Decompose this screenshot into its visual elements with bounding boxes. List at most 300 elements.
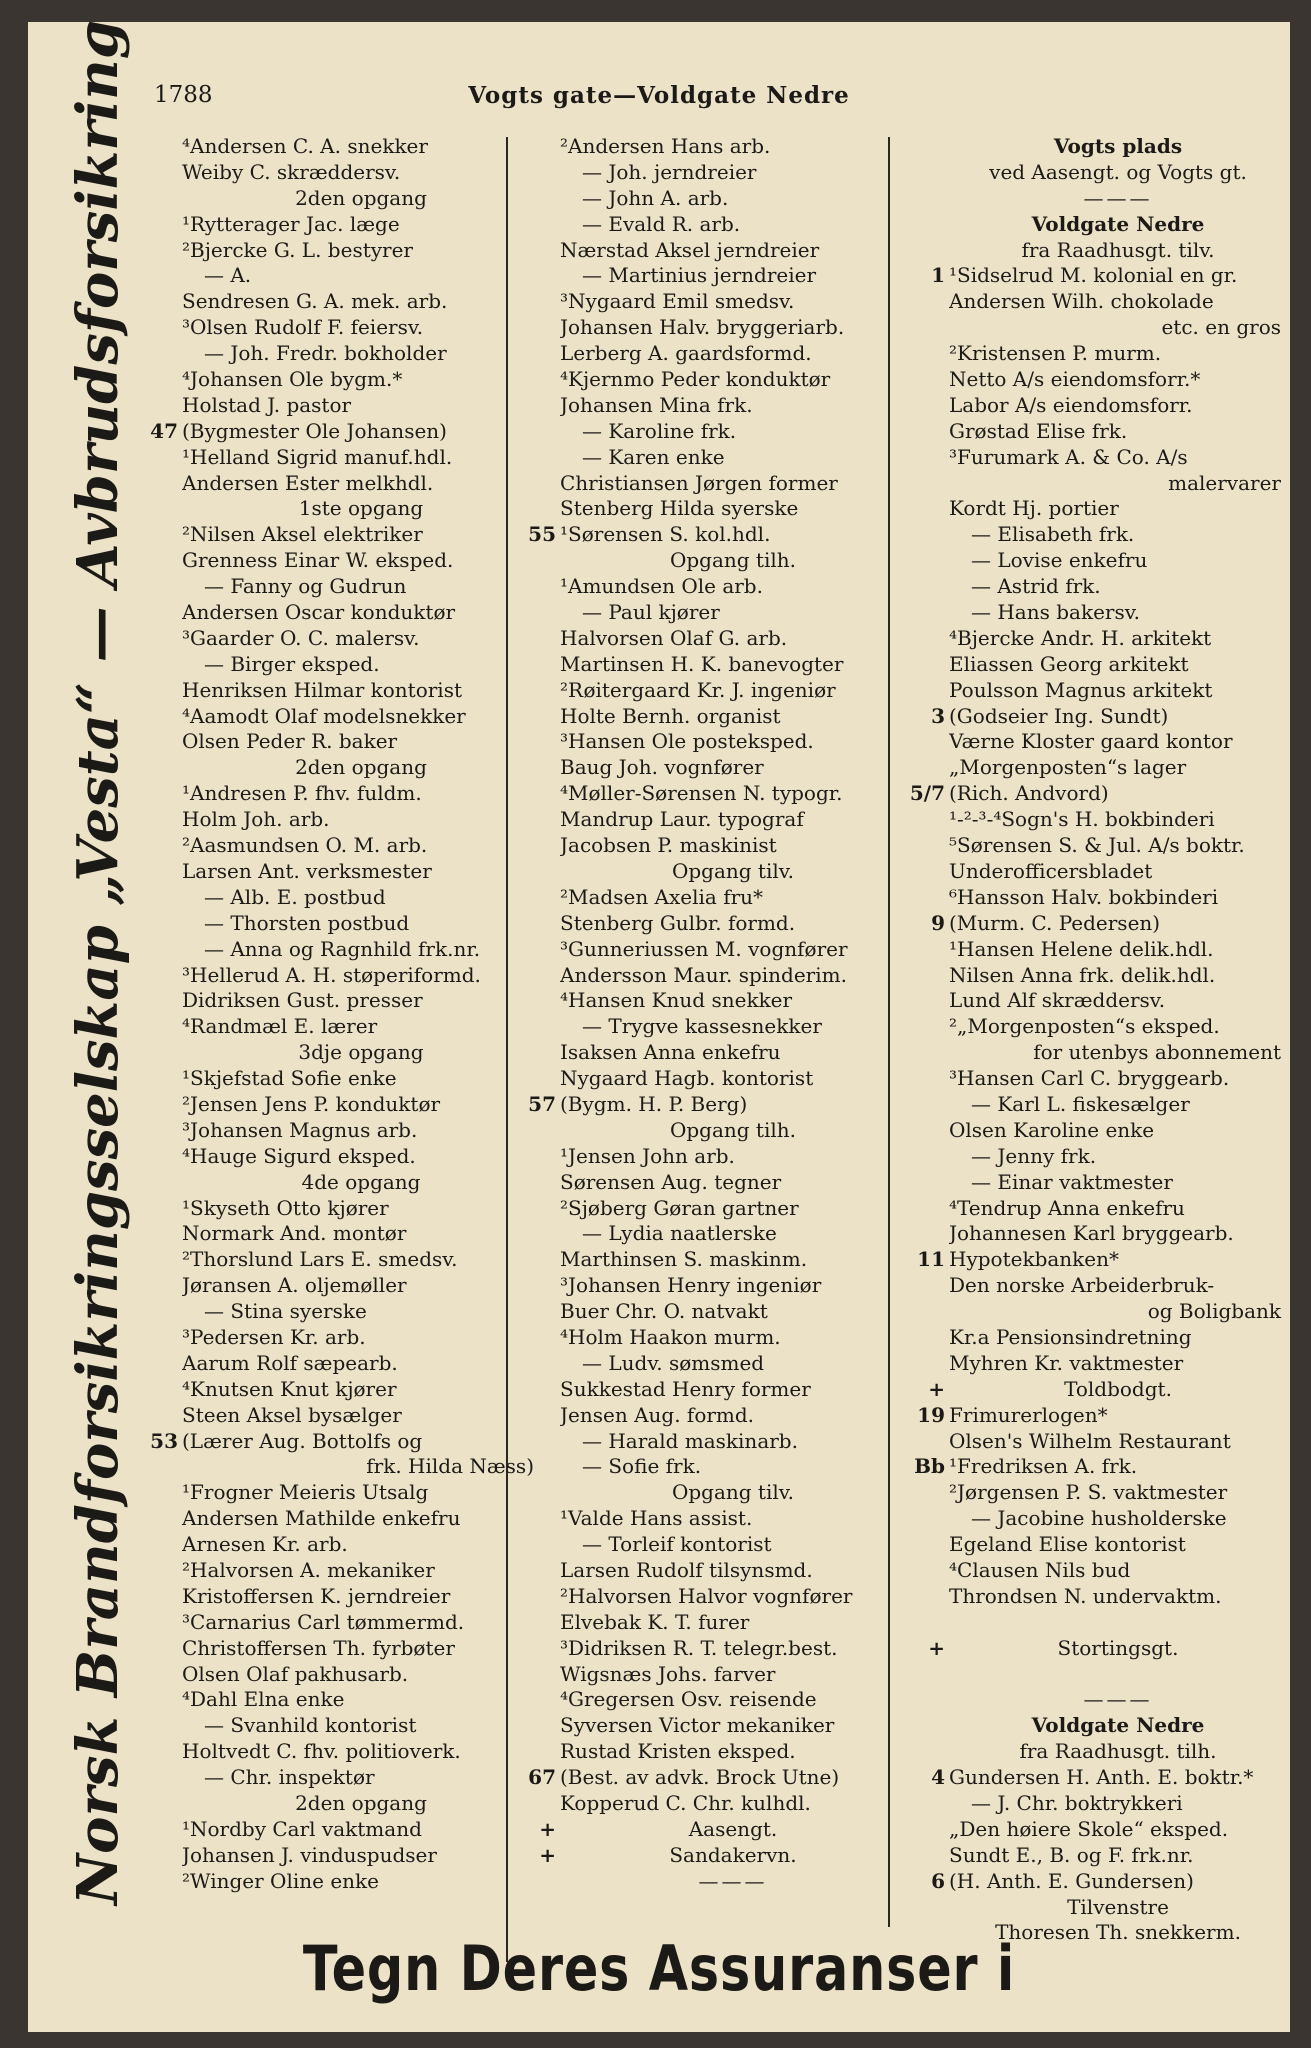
house-number [518,315,560,341]
entry-text: ²Bjercke G. L. bestyrer [182,237,413,262]
directory-entry [905,1765,1287,1791]
entry-text: Sendresen G. A. mek. arb. [182,289,448,314]
directory-entry [905,1040,1287,1066]
house-number [140,522,182,548]
directory-entry [518,1014,906,1040]
house-number [905,1170,949,1196]
house-number [905,988,949,1014]
entry-text: ——— [1083,1687,1153,1712]
directory-entry [905,600,1287,626]
entry-text: Weiby C. skræddersv. [182,159,401,184]
entry-text: — Karoline frk. [582,418,737,443]
house-number [140,1014,182,1040]
directory-entry [518,988,906,1014]
house-number [140,626,182,652]
house-number [905,1791,949,1817]
entry-text: Rustad Kristen eksped. [560,1739,796,1764]
entry-text: Underofficersbladet [949,858,1153,883]
entry-text: Sukkestad Henry former [560,1376,811,1401]
directory-entry [518,367,906,393]
directory-entry [905,678,1287,704]
directory-entry [905,1325,1287,1351]
house-number [518,1532,560,1558]
directory-entry [140,289,540,315]
entry-text: ¹Jensen John arb. [560,1143,735,1168]
directory-entry [905,1221,1287,1247]
house-number [905,1584,949,1610]
entry-text: (Bygmester Ole Johansen) [182,418,447,443]
entry-text: Johannesen Karl bryggearb. [949,1221,1234,1246]
directory-entry [140,937,540,963]
entry-text: (Bygm. H. P. Berg) [560,1091,748,1116]
house-number [140,1817,182,1843]
house-number [518,367,560,393]
house-number [905,807,949,833]
directory-page [28,19,1290,2032]
house-number [905,1221,949,1247]
entry-text: ¹Valde Hans assist. [560,1506,753,1531]
entry-text: Thoresen Th. snekkerm. [995,1920,1241,1945]
entry-text: Opgang tilh. [669,548,797,573]
house-number [905,1040,949,1066]
directory-entry [140,367,540,393]
entry-text: Frimurerlogen* [949,1402,1108,1427]
entry-text: (H. Anth. E. Gundersen) [949,1868,1194,1893]
house-number [905,1480,949,1506]
house-number [518,626,560,652]
directory-entry [518,263,906,289]
house-number: + [928,1635,945,1660]
entry-text: ²Halvorsen A. mekaniker [182,1557,435,1582]
house-number [518,1221,560,1247]
entry-text: (Lærer Aug. Bottolfs og [182,1428,423,1453]
directory-entry [518,704,906,730]
entry-text: ³Gaarder O. C. malersv. [182,625,420,650]
entry-text: — Jacobine husholderske [971,1506,1227,1531]
directory-entry [518,1273,906,1299]
house-number [905,289,949,315]
directory-entry [518,1662,906,1688]
entry-text: Andersen Oscar konduktør [182,600,456,625]
house-number [905,678,949,704]
entry-text: ²Sjøberg Gøran gartner [560,1195,799,1220]
entry-text: Grøstad Elise frk. [949,418,1128,443]
house-number [905,1196,949,1222]
directory-entry [905,1144,1287,1170]
directory-entry [140,807,540,833]
directory-entry [518,1403,906,1429]
house-number [140,885,182,911]
house-number [905,1739,949,1765]
directory-entry [518,781,906,807]
directory-entry [140,548,540,574]
house-number [140,988,182,1014]
entry-text: Marthinsen S. maskinm. [560,1247,808,1272]
house-number [140,1066,182,1092]
entry-text: ⁴Aamodt Olaf modelsnekker [182,703,466,728]
directory-entry [140,393,540,419]
entry-text: ⁴Randmæl E. lærer [182,1014,378,1039]
house-number [518,1869,560,1895]
directory-entry [518,626,906,652]
directory-entry [140,833,540,859]
house-number [140,1765,182,1791]
directory-entry [518,315,906,341]
house-number [905,134,949,160]
entry-text: Aasengt. [688,1816,778,1841]
entry-text: Syversen Victor mekaniker [560,1713,835,1738]
entry-text: ²Jørgensen P. S. vaktmester [949,1480,1228,1505]
directory-entry [518,548,906,574]
directory-entry [140,212,540,238]
entry-text: Opgang tilv. [671,858,795,883]
directory-entry [140,1092,540,1118]
directory-entry [905,833,1287,859]
entry-text: Didriksen Gust. presser [182,988,423,1013]
entry-text: ³Furumark A. & Co. A/s [949,444,1188,469]
directory-entry [518,134,906,160]
directory-entry [518,186,906,212]
entry-text: — Alb. E. postbud [204,884,386,909]
entry-text: Nærstad Aksel jerndreier [560,237,820,262]
entry-text: ³Didriksen R. T. telegr.best. [560,1635,838,1660]
entry-text: ³Gunneriussen M. vognfører [560,936,848,961]
directory-entry [140,652,540,678]
house-number [518,885,560,911]
directory-entry [905,1687,1287,1713]
directory-entry [518,729,906,755]
house-number [518,1118,560,1144]
directory-entry [905,885,1287,911]
directory-entry [905,1170,1287,1196]
directory-entry [140,885,540,911]
house-number [905,548,949,574]
directory-entry [518,1429,906,1455]
house-number [518,1713,560,1739]
entry-text: 2den opgang [295,1791,427,1815]
directory-entry [518,1377,906,1403]
house-number [140,1118,182,1144]
house-number [518,1687,560,1713]
directory-entry [140,315,540,341]
house-number [518,1454,560,1480]
directory-entry [518,522,906,548]
house-number [518,341,560,367]
directory-entry [905,704,1287,730]
entry-text: Grenness Einar W. eksped. [182,548,454,573]
house-number [140,1299,182,1325]
house-number [140,471,182,497]
house-number: + [539,1816,556,1841]
directory-entry [905,626,1287,652]
house-number [905,626,949,652]
house-number [140,1092,182,1118]
directory-entry [140,471,540,497]
entry-text: — Sofie frk. [582,1454,702,1479]
directory-entry [518,600,906,626]
house-number [905,1351,949,1377]
entry-text: ¹Fredriksen A. frk. [949,1454,1138,1479]
column-1 [140,134,540,1895]
entry-text: Hypotekbanken* [949,1247,1120,1272]
entry-text: — A. [204,263,252,288]
entry-text: etc. en gros [1161,315,1281,340]
house-number [905,186,949,212]
house-number [518,755,560,781]
directory-entry [140,1377,540,1403]
house-number [140,755,182,781]
directory-entry [140,911,540,937]
house-number [140,1687,182,1713]
entry-text: — Einar vaktmester [971,1169,1173,1194]
house-number [140,1558,182,1584]
house-number [905,238,949,264]
house-number [518,911,560,937]
directory-entry [140,678,540,704]
house-number [518,1636,560,1662]
house-number [518,1662,560,1688]
directory-entry [140,186,540,212]
entry-text: — Joh. Fredr. bokholder [204,341,447,366]
house-number [140,859,182,885]
house-number [905,1817,949,1843]
directory-entry [905,1817,1287,1843]
entry-text: — Lydia naatlerske [582,1221,777,1246]
directory-entry [905,134,1287,160]
entry-text: Normark And. montør [182,1221,407,1246]
house-number [905,160,949,186]
directory-entry [905,496,1287,522]
directory-entry [518,1687,906,1713]
directory-entry [140,1429,540,1455]
entry-text: ²Røitergaard Kr. J. ingeniør [560,677,836,702]
entry-text: ⁵Sørensen S. & Jul. A/s boktr. [949,833,1245,858]
directory-entry [140,1221,540,1247]
house-number [905,367,949,393]
house-number [518,1610,560,1636]
directory-entry [518,1170,906,1196]
house-number [518,1791,560,1817]
directory-entry [905,1014,1287,1040]
entry-text: 1ste opgang [298,496,424,521]
entry-text [949,1662,1287,1688]
house-number [140,238,182,264]
directory-entry [140,1843,540,1869]
entry-text: ²Thorslund Lars E. smedsv. [182,1247,458,1272]
directory-entry [905,160,1287,186]
directory-entry [518,1118,906,1144]
entry-text: Holm Joh. arb. [182,807,330,832]
entry-text: Opgang tilh. [669,1117,797,1142]
directory-entry [905,1429,1287,1455]
entry-text: ⁴Hansen Knud snekker [560,988,793,1013]
entry-text: ¹Nordby Carl vaktmand [182,1816,422,1841]
directory-entry [905,1584,1287,1610]
house-number [518,263,560,289]
entry-text: Opgang tilv. [671,1480,795,1505]
directory-entry [140,574,540,600]
house-number [518,1247,560,1273]
directory-entry [518,1532,906,1558]
directory-entry [518,160,906,186]
house-number [518,1506,560,1532]
directory-entry [140,1066,540,1092]
entry-text: ¹Sidselrud M. kolonial en gr. [949,263,1238,288]
entry-text: ¹Hansen Helene delik.hdl. [949,936,1214,961]
house-number [518,781,560,807]
directory-entry [140,988,540,1014]
entry-text: — Torleif kontorist [582,1532,772,1557]
entry-text: Christiansen Jørgen former [560,470,838,495]
directory-entry [905,1118,1287,1144]
directory-entry [140,1247,540,1273]
house-number [518,1066,560,1092]
directory-entry [905,1273,1287,1299]
house-number: + [928,1376,945,1401]
directory-entry [140,1144,540,1170]
directory-entry [140,1636,540,1662]
directory-entry [140,1791,540,1817]
directory-entry [140,238,540,264]
entry-text: 3dje opgang [298,1040,424,1065]
page-number: 1788 [154,82,213,108]
directory-entry [140,963,540,989]
entry-text: Larsen Rudolf tilsynsmd. [560,1557,813,1582]
entry-text: Netto A/s eiendomsforr.* [949,367,1201,392]
house-number [140,963,182,989]
entry-text: ¹Rytterager Jac. læge [182,211,400,236]
directory-entry [140,1869,540,1895]
house-number [518,1584,560,1610]
entry-text: Holte Bernh. organist [560,703,781,728]
house-number [518,134,560,160]
house-number: 6 [931,1868,945,1893]
house-number [140,1584,182,1610]
entry-text: Throndsen N. undervaktm. [949,1583,1222,1608]
entry-text: ³Nygaard Emil smedsv. [560,289,795,314]
entry-text: Aarum Rolf sæpearb. [182,1350,398,1375]
house-number [140,1221,182,1247]
house-number [140,1351,182,1377]
directory-entry [518,1636,906,1662]
directory-entry [905,471,1287,497]
house-number [518,471,560,497]
entry-text: malervarer [1168,470,1281,495]
house-number [905,833,949,859]
entry-text: ⁴Kjernmo Peder konduktør [560,367,831,392]
house-number [140,186,182,212]
directory-entry [140,1480,540,1506]
directory-entry [140,445,540,471]
entry-text: ²Jensen Jens P. konduktør [182,1091,441,1116]
house-number [518,445,560,471]
directory-entry [905,1506,1287,1532]
entry-text: ¹-²-³-⁴Sogn's H. bokbinderi [949,807,1215,832]
directory-entry [905,807,1287,833]
directory-entry [905,289,1287,315]
directory-entry [905,393,1287,419]
house-number [140,1713,182,1739]
house-number [518,1739,560,1765]
entry-text: Sandakervn. [669,1842,797,1867]
directory-entry [140,1325,540,1351]
entry-text: og Boligbank [1147,1299,1281,1324]
house-number [518,1040,560,1066]
entry-text: Larsen Ant. verksmester [182,858,432,883]
entry-text: fra Raadhusgt. tilh. [1019,1739,1217,1764]
entry-text: — Martinius jerndreier [582,263,817,288]
entry-text: Jensen Aug. formd. [560,1402,755,1427]
directory-entry [518,289,906,315]
entry-text: ⁶Hansson Halv. bokbinderi [949,884,1219,909]
directory-entry [140,1687,540,1713]
house-number [905,471,949,497]
house-number [518,988,560,1014]
directory-entry [518,1584,906,1610]
house-number [905,963,949,989]
entry-text: Isaksen Anna enkefru [560,1040,781,1065]
entry-text: ⁴Hauge Sigurd eksped. [182,1143,416,1168]
entry-text: 2den opgang [295,185,427,210]
house-number: + [539,1842,556,1867]
entry-text: ¹Skjefstad Sofie enke [182,1066,397,1091]
house-number [905,1118,949,1144]
house-number [140,1040,182,1066]
entry-text: ⁴Clausen Nils bud [949,1557,1131,1582]
entry-text: ⁴Johansen Ole bygm.* [182,367,403,392]
directory-entry [905,988,1287,1014]
house-number [518,548,560,574]
directory-entry [905,1066,1287,1092]
entry-text: ³Carnarius Carl tømmermd. [182,1609,465,1634]
house-number [905,1299,949,1325]
house-number [140,1144,182,1170]
house-number [140,212,182,238]
directory-entry [140,134,540,160]
entry-text: — Joh. jerndreier [582,159,757,184]
house-number [140,1739,182,1765]
entry-text: Buer Chr. O. natvakt [560,1299,768,1324]
entry-text: — Chr. inspektør [204,1765,375,1790]
house-number [140,134,182,160]
entry-text: ³Pedersen Kr. arb. [182,1324,366,1349]
directory-entry [905,574,1287,600]
directory-entry [140,729,540,755]
entry-text: ³Johansen Henry ingeniør [560,1273,822,1298]
directory-entry [518,471,906,497]
entry-text: ⁴Andersen C. A. snekker [182,134,428,158]
directory-entry [905,419,1287,445]
house-number [140,781,182,807]
entry-text: Poulsson Magnus arkitekt [949,677,1213,702]
entry-text: — Birger eksped. [204,651,380,676]
house-number [905,1273,949,1299]
house-number [140,393,182,419]
directory-entry [140,496,540,522]
house-number [518,419,560,445]
house-number [140,496,182,522]
entry-text: Egeland Elise kontorist [949,1532,1186,1557]
house-number [905,419,949,445]
entry-text: ³Hansen Ole posteksped. [560,729,814,754]
directory-entry [905,1351,1287,1377]
entry-text: Christoffersen Th. fyrbøter [182,1635,455,1660]
house-number: 67 [528,1765,556,1790]
directory-entry [140,1765,540,1791]
entry-text: Olsen's Wilhelm Restaurant [949,1428,1231,1453]
directory-entry [518,1092,906,1118]
entry-text: Kr.a Pensionsindretning [949,1324,1192,1349]
